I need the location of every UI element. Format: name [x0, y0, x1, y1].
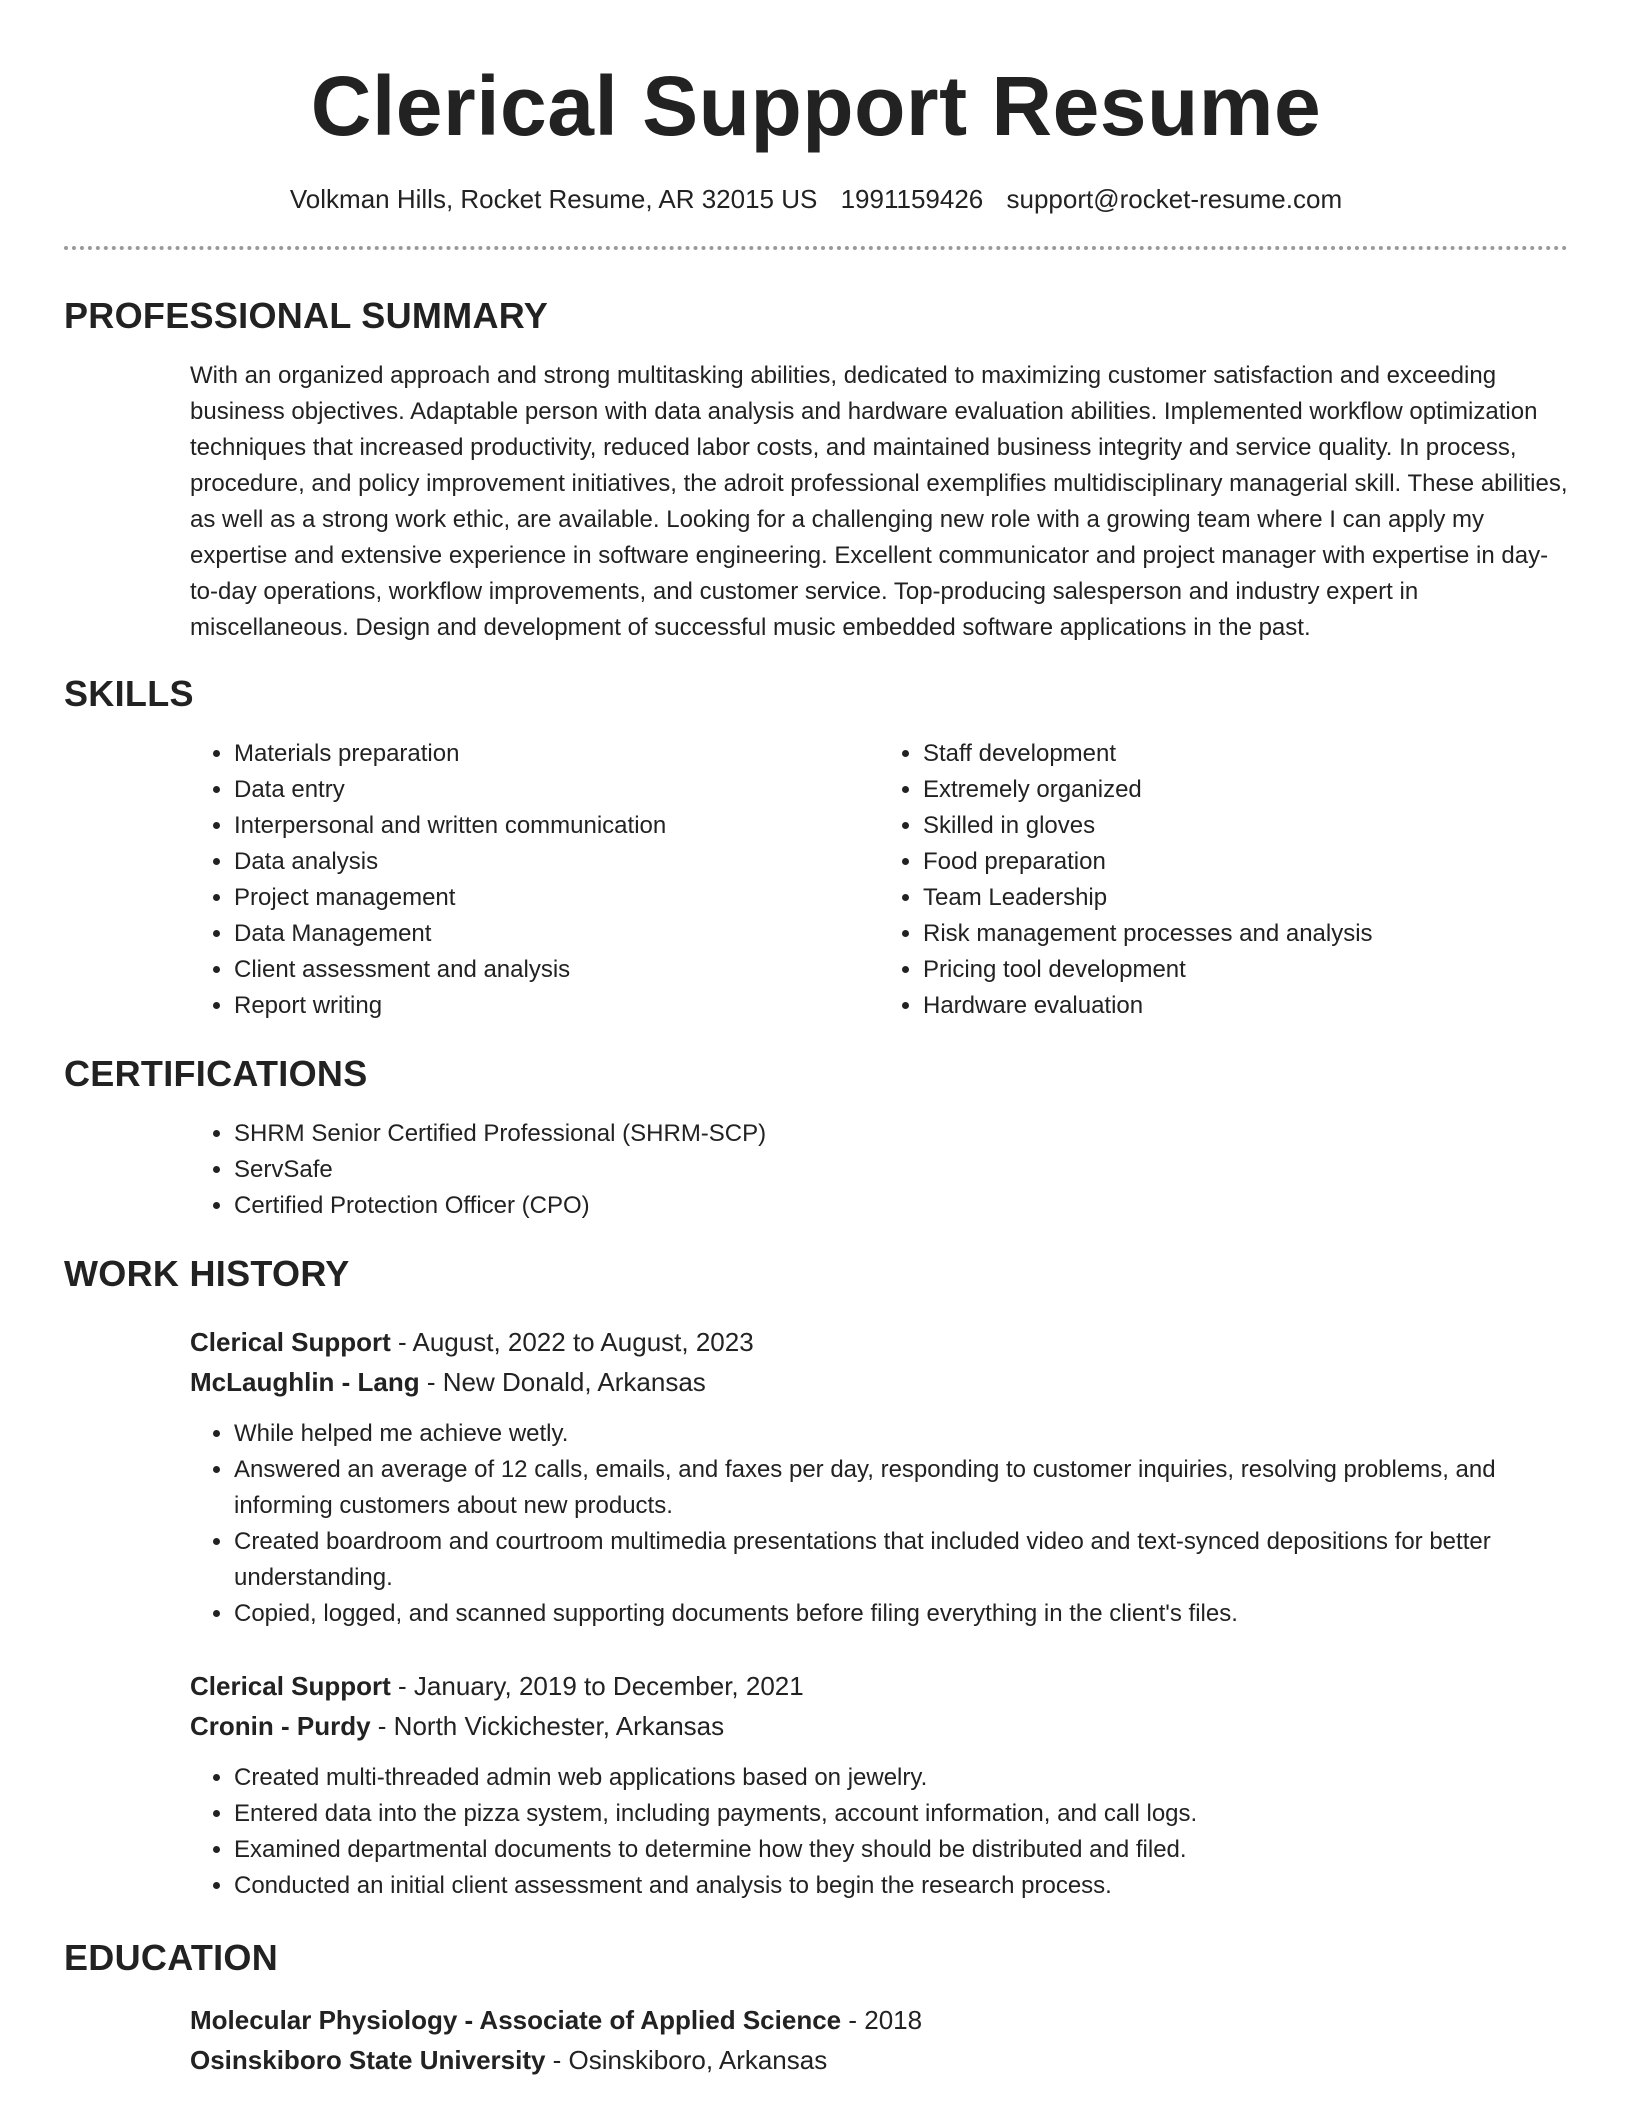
skills-heading: SKILLS — [64, 673, 194, 714]
job-company-line — [190, 1362, 1568, 1402]
certifications-list — [190, 1116, 1568, 1224]
skill-item: • Team Leadership — [923, 880, 1568, 916]
job-title-line — [190, 1322, 1568, 1362]
certification-item: • SHRM Senior Certified Professional (SHRM-SCP) — [234, 1116, 1568, 1152]
education-school-line — [190, 2040, 1568, 2080]
skill-item: • Skilled in gloves — [923, 808, 1568, 844]
skills-column-right — [879, 736, 1568, 1024]
job-bullets — [190, 1416, 1568, 1632]
skill-item: • Staff development — [923, 736, 1568, 772]
skill-item: • Data entry — [234, 772, 879, 808]
summary-text: With an organized approach and strong multitasking abilities, dedicated to maximizing customer satisfaction and exceeding business objectives. Adaptable person with data analysis and hardware evaluation abilities. Implemented workflow optimization techniques that increased productivity, reduced labor costs, and maintained business integrity and service quality. In process, procedure, and policy improvement initiatives, the adroit professional exemplifies multidisciplinary managerial skill. These abilities, as well as a strong work ethic, are available. Looking for a challenging new role with a growing team where I can apply my expertise and extensive experience in software engineering. Excellent communicator and project manager with expertise in day-to-day operations, workflow improvements, and customer service. Top-producing salesperson and industry expert in miscellaneous. Design and development of successful music embedded software applications in the past. — [190, 362, 1568, 641]
skill-item: • Data analysis — [234, 844, 879, 880]
job-bullet: • Answered an average of 12 calls, emails, and faxes per day, responding to customer inquiries, resolving problems, and informing customers about new products. — [234, 1452, 1568, 1524]
job-location: - New Donald, Arkansas — [419, 1367, 706, 1397]
job-role: Clerical Support — [190, 1327, 391, 1357]
contact-email: support@rocket-resume.com — [1006, 184, 1343, 214]
skill-item: • Report writing — [234, 988, 879, 1024]
education-heading: EDUCATION — [64, 1937, 279, 1978]
certification-item: • Certified Protection Officer (CPO) — [234, 1188, 1568, 1224]
skill-item: • Interpersonal and written communication — [234, 808, 879, 844]
skill-item: • Risk management processes and analysis — [923, 916, 1568, 952]
certifications-bullets — [190, 1116, 1568, 1224]
summary-heading: PROFESSIONAL SUMMARY — [64, 295, 549, 336]
job-location: - North Vickichester, Arkansas — [370, 1711, 725, 1741]
job-bullet: • While helped me achieve wetly. — [234, 1416, 1568, 1452]
certifications-heading: CERTIFICATIONS — [64, 1053, 368, 1094]
skill-item: • Data Management — [234, 916, 879, 952]
work-history-heading: WORK HISTORY — [64, 1253, 350, 1294]
job-company: Cronin - Purdy — [190, 1711, 371, 1741]
education-school: Osinskiboro State University — [190, 2045, 546, 2075]
education-year: - 2018 — [841, 2005, 923, 2035]
job-bullet: • Copied, logged, and scanned supporting documents before filing everything in the client's files. — [234, 1596, 1568, 1632]
skills-column-left — [190, 736, 879, 1024]
education-entry — [190, 2000, 1568, 2080]
skill-item: • Materials preparation — [234, 736, 879, 772]
contact-address: Volkman Hills, Rocket Resume, AR 32015 US — [289, 184, 818, 214]
job-role: Clerical Support — [190, 1671, 391, 1701]
job-bullet: • Created multi-threaded admin web applications based on jewelry. — [234, 1760, 1568, 1796]
resume-title: Clerical Support Resume — [310, 59, 1322, 153]
skill-item: • Extremely organized — [923, 772, 1568, 808]
skills-list — [190, 736, 1568, 1024]
job-dates: - January, 2019 to December, 2021 — [390, 1671, 804, 1701]
education-location: - Osinskiboro, Arkansas — [545, 2045, 828, 2075]
education-degree-line — [190, 2000, 1568, 2040]
job-company: McLaughlin - Lang — [190, 1367, 420, 1397]
job-dates: - August, 2022 to August, 2023 — [390, 1327, 754, 1357]
skill-item: • Client assessment and analysis — [234, 952, 879, 988]
contact-line — [64, 182, 1568, 216]
job-title-line — [190, 1666, 1568, 1706]
job-bullet: • Conducted an initial client assessment and analysis to begin the research process. — [234, 1868, 1568, 1904]
skill-item: • Pricing tool development — [923, 952, 1568, 988]
skill-item: • Food preparation — [923, 844, 1568, 880]
resume-page — [64, 0, 1568, 2080]
job-bullet: • Entered data into the pizza system, including payments, account information, and call logs. — [234, 1796, 1568, 1832]
job-bullets — [190, 1760, 1568, 1904]
job-entry — [190, 1322, 1568, 1632]
contact-phone: 1991159426 — [840, 184, 984, 214]
skill-item: • Project management — [234, 880, 879, 916]
job-bullet: • Examined departmental documents to determine how they should be distributed and filed. — [234, 1832, 1568, 1868]
job-bullet: • Created boardroom and courtroom multimedia presentations that included video and text-synced depositions for better understanding. — [234, 1524, 1568, 1596]
job-entry — [190, 1666, 1568, 1904]
header-divider — [64, 246, 1568, 250]
job-company-line — [190, 1706, 1568, 1746]
skill-item: • Hardware evaluation — [923, 988, 1568, 1024]
education-degree: Molecular Physiology - Associate of Applied Science — [190, 2005, 842, 2035]
certification-item: • ServSafe — [234, 1152, 1568, 1188]
